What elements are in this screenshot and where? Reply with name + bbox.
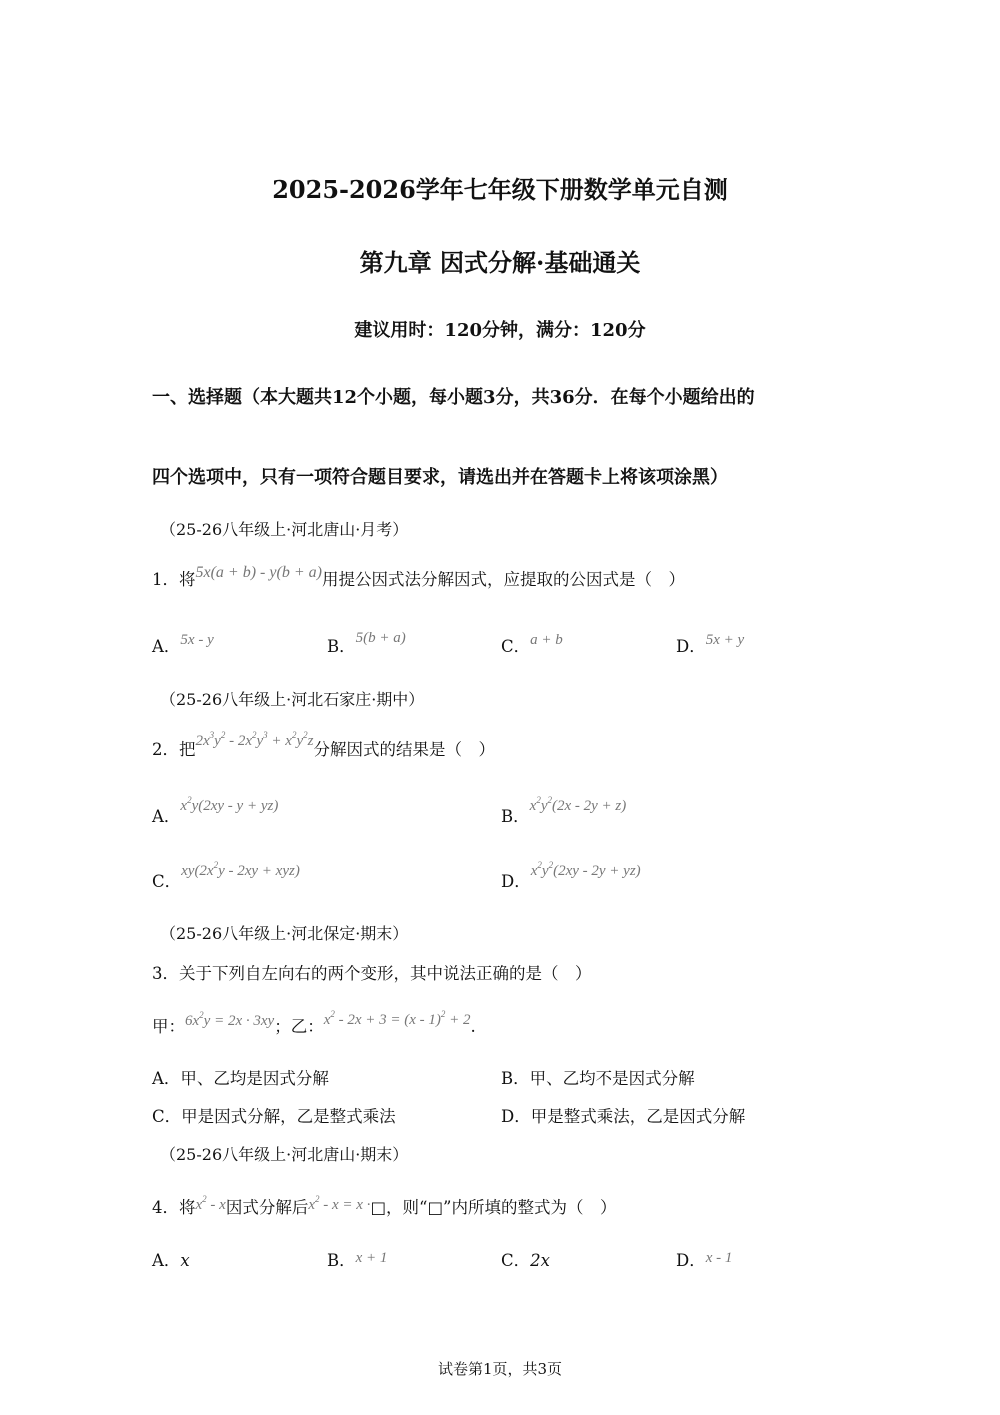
time-info: 建议用时：120分钟，满分：120分 (354, 320, 646, 341)
q2-option-b[interactable] (501, 795, 627, 827)
q4-mid: 因式分解后 (225, 1198, 309, 1217)
option-label: B． (327, 637, 356, 656)
q4-tail: ，则“□”内所填的整式为（ ） (386, 1198, 617, 1217)
q2-source: （25-26八年级上·河北石家庄·期中） (160, 690, 425, 709)
q3-source: （25-26八年级上·河北保定·期末） (160, 924, 409, 943)
q2-stem (152, 730, 495, 760)
option-label: D． (501, 872, 531, 891)
q1-source: （25-26八年级上·河北唐山·月考） (160, 520, 409, 539)
option-text: 2x (530, 1251, 550, 1270)
q1-expression: 5x(a + b) - y(b + a) (195, 564, 322, 581)
option-text: $x^2y(2xy - y + yz)$ (180, 795, 279, 814)
q2-number: 2．把 (152, 740, 196, 759)
option-text: 5x + y (705, 632, 745, 648)
q4-expression-2: $x^2 - x = x$ · (308, 1194, 371, 1213)
q1-option-d[interactable] (676, 633, 744, 657)
q3-jia-expression: $6x^2y = 2x \cdot 3xy$ (185, 1010, 275, 1029)
q2-option-a[interactable] (152, 795, 279, 827)
q1-number: 1．将 (152, 570, 196, 589)
option-text: a + b (530, 632, 563, 648)
q3-transforms (152, 1009, 476, 1037)
chapter-title: 第九章 因式分解·基础通关 (359, 248, 641, 277)
option-label: C． (501, 1251, 531, 1270)
q4-option-c[interactable] (501, 1247, 550, 1271)
q4-option-a[interactable] (152, 1247, 190, 1271)
option-label: B． (501, 807, 530, 826)
option-text: x (180, 1251, 190, 1270)
option-label: A． (152, 807, 181, 826)
q3-option-c[interactable] (152, 1103, 396, 1127)
q2-option-d[interactable] (501, 860, 641, 892)
option-label: B． (327, 1251, 356, 1270)
q2-expression: $2x^3y^2 - 2x^2y^3 + x^2y^2z$ (195, 730, 314, 749)
option-text: x + 1 (355, 1250, 388, 1266)
section-heading-line1: 一、选择题（本大题共12个小题，每小题3分，共36分．在每个小题给出的 (152, 387, 755, 408)
option-label: D． (501, 1107, 531, 1126)
option-label: A． (152, 1251, 181, 1270)
q4-source: （25-26八年级上·河北唐山·期末） (160, 1145, 409, 1164)
q4-box: □ (370, 1198, 387, 1217)
option-label: D． (676, 1251, 706, 1270)
option-text: 5(b + a) (355, 630, 406, 646)
option-text: $x^2y^2(2x - 2y + z)$ (529, 795, 627, 814)
q3-option-d[interactable] (501, 1103, 745, 1127)
q3-yi-expression: $x^2 - 2x + 3 = (x - 1)^2 + 2$ (323, 1009, 471, 1028)
q2-option-c[interactable] (152, 860, 300, 892)
option-label: D． (676, 637, 706, 656)
q1-stem (152, 566, 685, 590)
q3-option-a[interactable] (152, 1065, 329, 1089)
q1-option-a[interactable] (152, 633, 214, 657)
q4-option-d[interactable] (676, 1247, 732, 1271)
q3-jia-label: 甲： (152, 1017, 185, 1036)
option-label: A． (152, 1069, 181, 1088)
q4-stem (152, 1194, 617, 1218)
exam-title: 2025-2026学年七年级下册数学单元自测 (272, 175, 728, 204)
option-label: A． (152, 637, 181, 656)
option-label: C． (152, 1107, 182, 1126)
option-text: $xy(2x^2y - 2xy + xyz)$ (181, 860, 300, 879)
page-footer: 试卷第1页，共3页 (437, 1360, 563, 1378)
option-label: C． (152, 872, 182, 891)
q1-option-c[interactable] (501, 633, 563, 657)
q1-tail: 用提公因式法分解因式，应提取的公因式是（ ） (321, 570, 685, 589)
option-text: 甲是整式乘法，乙是因式分解 (530, 1107, 746, 1126)
q4-number: 4．将 (152, 1198, 196, 1217)
option-label: B． (501, 1069, 530, 1088)
q3-option-b[interactable] (501, 1065, 695, 1089)
q3-yi-label: ；乙： (274, 1017, 324, 1036)
q4-option-b[interactable] (327, 1247, 387, 1271)
q1-option-b[interactable] (327, 630, 406, 657)
q3-stem: 3．关于下列自左向右的两个变形，其中说法正确的是（ ） (152, 964, 592, 983)
option-text: x - 1 (705, 1250, 733, 1266)
option-text: 甲、乙均不是因式分解 (529, 1069, 695, 1088)
q3-end: . (470, 1017, 476, 1036)
option-label: C． (501, 637, 531, 656)
q2-tail: 分解因式的结果是（ ） (313, 740, 495, 759)
option-text: 5x - y (180, 632, 214, 648)
q4-expression: $x^2$ - x (195, 1194, 226, 1213)
section-heading-line2: 四个选项中，只有一项符合题目要求，请选出并在答题卡上将该项涂黑） (152, 467, 728, 488)
option-text: 甲是因式分解，乙是整式乘法 (181, 1107, 396, 1126)
option-text: $x^2y^2(2xy - 2y + yz)$ (530, 860, 641, 879)
option-text: 甲、乙均是因式分解 (180, 1069, 329, 1088)
